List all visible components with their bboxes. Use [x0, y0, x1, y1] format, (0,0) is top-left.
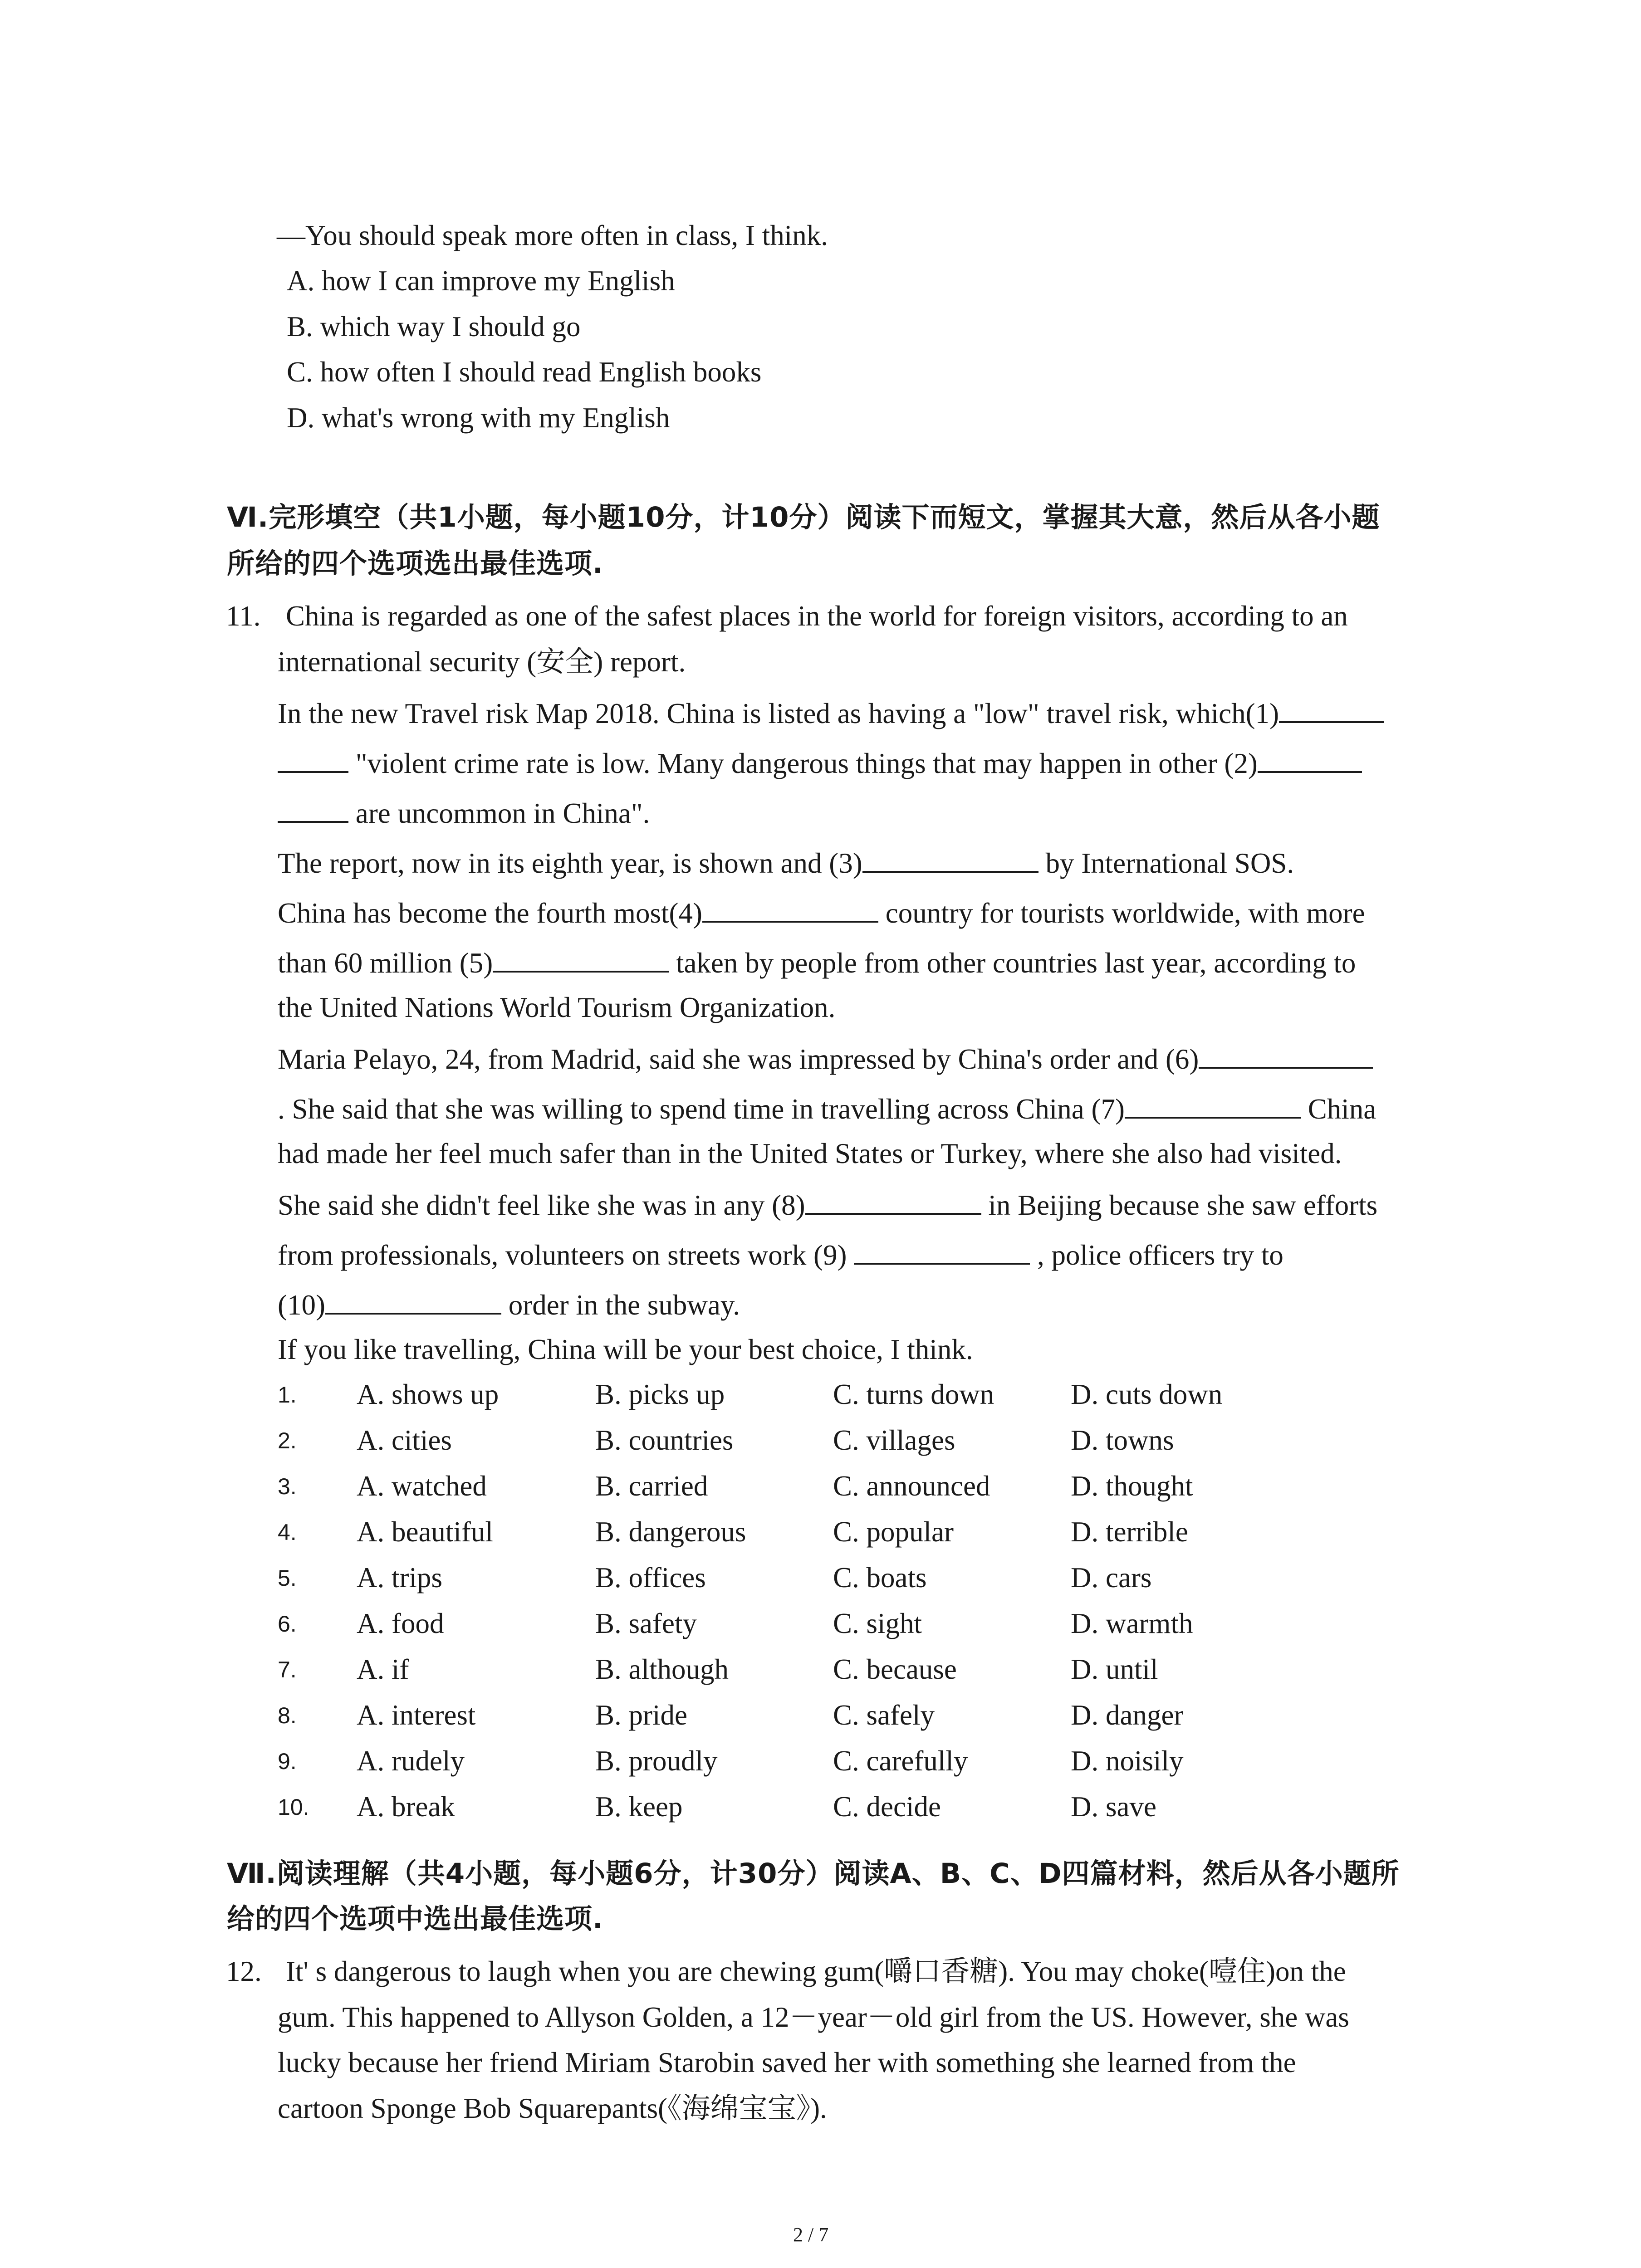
option-d[interactable]: D. thought: [1071, 1470, 1193, 1502]
option-row-number: 2.: [278, 1428, 297, 1453]
option-row-number: 5.: [278, 1565, 297, 1591]
option-c[interactable]: C. carefully: [833, 1745, 968, 1777]
q11-line: [278, 947, 1356, 978]
q12-number: 12.: [226, 1955, 262, 1987]
q11-text: In the new Travel risk Map 2018. China is listed as having a "low" travel risk, which(1): [278, 698, 1279, 729]
q11-line: If you like travelling, China will be your best choice, I think.: [278, 1334, 973, 1365]
q11-text: "violent crime rate is low. Many dangerous things that may happen in other (2): [348, 748, 1258, 779]
blank-6[interactable]: [1199, 1043, 1373, 1069]
option-a[interactable]: A. interest: [357, 1699, 476, 1731]
option-c[interactable]: C. popular: [833, 1516, 954, 1548]
option-d[interactable]: D. terrible: [1071, 1516, 1188, 1548]
q10-option-a: A. how I can improve my English: [287, 265, 675, 297]
option-a[interactable]: A. cities: [357, 1424, 452, 1456]
option-b[interactable]: B. dangerous: [595, 1516, 746, 1548]
q11-line: China is regarded as one of the safest places in the world for foreign visitors, according to an: [286, 600, 1348, 632]
option-row-number: 4.: [278, 1520, 297, 1545]
option-b[interactable]: B. carried: [595, 1470, 708, 1502]
q11-line: [278, 797, 650, 828]
option-b[interactable]: B. countries: [595, 1424, 734, 1456]
section-6-heading-line1: Ⅵ.完形填空（共1小题，每小题10分，计10分）阅读下而短文，掌握其大意，然后从各小题: [227, 501, 1380, 533]
q11-text: The report, now in its eighth year, is shown and (3): [278, 847, 862, 879]
blank-1-cont[interactable]: [278, 748, 348, 773]
option-d[interactable]: D. warmth: [1071, 1608, 1193, 1639]
option-c[interactable]: C. villages: [833, 1424, 955, 1456]
q12-line: cartoon Sponge Bob Squarepants(《海绵宝宝》).: [278, 2092, 827, 2124]
q11-line: [278, 897, 1365, 928]
q11-text: taken by people from other countries last year, according to: [669, 947, 1356, 979]
q11-line: [278, 698, 1384, 728]
q11-line: the United Nations World Tourism Organization.: [278, 992, 836, 1023]
option-d[interactable]: D. cuts down: [1071, 1378, 1223, 1410]
option-row-number: 10.: [278, 1794, 309, 1820]
option-a[interactable]: A. beautiful: [357, 1516, 493, 1548]
blank-10[interactable]: [325, 1289, 501, 1315]
option-c[interactable]: C. announced: [833, 1470, 990, 1502]
option-c[interactable]: C. safely: [833, 1699, 935, 1731]
q11-text: China: [1300, 1093, 1376, 1125]
q11-line: [278, 847, 1294, 878]
q12-line: It' s dangerous to laugh when you are chewing gum(嚼口香糖). You may choke(噎住)on the: [286, 1955, 1346, 1987]
q11-text: are uncommon in China".: [348, 797, 650, 829]
q11-text: She said she didn't feel like she was in any (8): [278, 1189, 805, 1221]
q11-line: [278, 1093, 1376, 1124]
option-a[interactable]: A. if: [357, 1653, 409, 1685]
q11-line: [278, 748, 1362, 778]
option-row-number: 3.: [278, 1474, 297, 1499]
q11-line: [278, 1043, 1373, 1074]
option-b[interactable]: B. proudly: [595, 1745, 718, 1777]
q10-answer-line: —You should speak more often in class, I think.: [277, 220, 828, 251]
option-b[interactable]: B. pride: [595, 1699, 687, 1731]
q11-line: [278, 1189, 1377, 1220]
q10-option-c: C. how often I should read English books: [287, 356, 762, 388]
option-d[interactable]: D. danger: [1071, 1699, 1184, 1731]
option-a[interactable]: A. watched: [357, 1470, 487, 1502]
q11-text: than 60 million (5): [278, 947, 493, 979]
blank-2-cont[interactable]: [278, 797, 348, 823]
blank-8[interactable]: [805, 1189, 981, 1215]
option-c[interactable]: C. because: [833, 1653, 957, 1685]
option-a[interactable]: A. rudely: [357, 1745, 465, 1777]
option-c[interactable]: C. turns down: [833, 1378, 994, 1410]
blank-5[interactable]: [493, 947, 669, 973]
option-a[interactable]: A. shows up: [357, 1378, 499, 1410]
q11-line: had made her feel much safer than in the United States or Turkey, where she also had visited.: [278, 1138, 1342, 1169]
q10-option-b: B. which way I should go: [287, 311, 581, 342]
blank-3[interactable]: [862, 847, 1038, 873]
option-a[interactable]: A. food: [357, 1608, 444, 1639]
blank-9[interactable]: [854, 1239, 1030, 1265]
page-number: 2 / 7: [793, 2224, 829, 2246]
blank-4[interactable]: [702, 897, 878, 923]
option-c[interactable]: C. decide: [833, 1791, 941, 1823]
q11-text: Maria Pelayo, 24, from Madrid, said she was impressed by China's order and (6): [278, 1043, 1199, 1075]
blank-7[interactable]: [1125, 1093, 1301, 1119]
section-6-heading-line2: 所给的四个选项选出最佳选项.: [227, 547, 604, 580]
option-row-number: 9.: [278, 1749, 297, 1774]
q11-line: [278, 1289, 740, 1320]
option-row-number: 7.: [278, 1657, 297, 1682]
q11-text: , police officers try to: [1030, 1239, 1283, 1271]
option-row-number: 8.: [278, 1703, 297, 1728]
q11-text: from professionals, volunteers on streets work (9): [278, 1239, 854, 1271]
option-c[interactable]: C. boats: [833, 1562, 927, 1593]
option-a[interactable]: A. trips: [357, 1562, 442, 1593]
option-a[interactable]: A. break: [357, 1791, 455, 1823]
q11-text: country for tourists worldwide, with more: [878, 897, 1365, 929]
option-c[interactable]: C. sight: [833, 1608, 922, 1639]
blank-1[interactable]: [1279, 698, 1384, 723]
option-b[interactable]: B. although: [595, 1653, 729, 1685]
q11-number: 11.: [226, 600, 261, 632]
section-7-heading-line1: Ⅶ.阅读理解（共4小题，每小题6分，计30分）阅读A、B、C、D四篇材料，然后从各小题所: [227, 1857, 1400, 1890]
option-d[interactable]: D. save: [1071, 1791, 1156, 1823]
q11-line: [278, 1239, 1283, 1270]
option-b[interactable]: B. offices: [595, 1562, 706, 1593]
q11-text: in Beijing because she saw efforts: [981, 1189, 1378, 1221]
option-b[interactable]: B. picks up: [595, 1378, 725, 1410]
section-7-heading-line2: 给的四个选项中选出最佳选项.: [227, 1903, 604, 1935]
q11-text: order in the subway.: [501, 1289, 740, 1321]
option-d[interactable]: D. noisily: [1071, 1745, 1184, 1777]
option-row-number: 1.: [278, 1382, 297, 1408]
option-row-number: 6.: [278, 1611, 297, 1637]
q12-line: lucky because her friend Miriam Starobin saved her with something she learned from the: [278, 2047, 1296, 2078]
q11-text: (10): [278, 1289, 325, 1321]
option-d[interactable]: D. towns: [1071, 1424, 1174, 1456]
option-b[interactable]: B. safety: [595, 1608, 697, 1639]
q11-line: international security (安全) report.: [278, 646, 686, 678]
q12-line: gum. This happened to Allyson Golden, a 12－year－old girl from the US. However, she was: [278, 2001, 1349, 2033]
option-b[interactable]: B. keep: [595, 1791, 683, 1823]
q10-option-d: D. what's wrong with my English: [287, 402, 670, 434]
option-d[interactable]: D. cars: [1071, 1562, 1152, 1593]
q11-text: . She said that she was willing to spend time in travelling across China (7): [278, 1093, 1125, 1125]
blank-2[interactable]: [1258, 748, 1362, 773]
q11-text: by International SOS.: [1038, 847, 1294, 879]
q11-text: China has become the fourth most(4): [278, 897, 703, 929]
option-d[interactable]: D. until: [1071, 1653, 1158, 1685]
